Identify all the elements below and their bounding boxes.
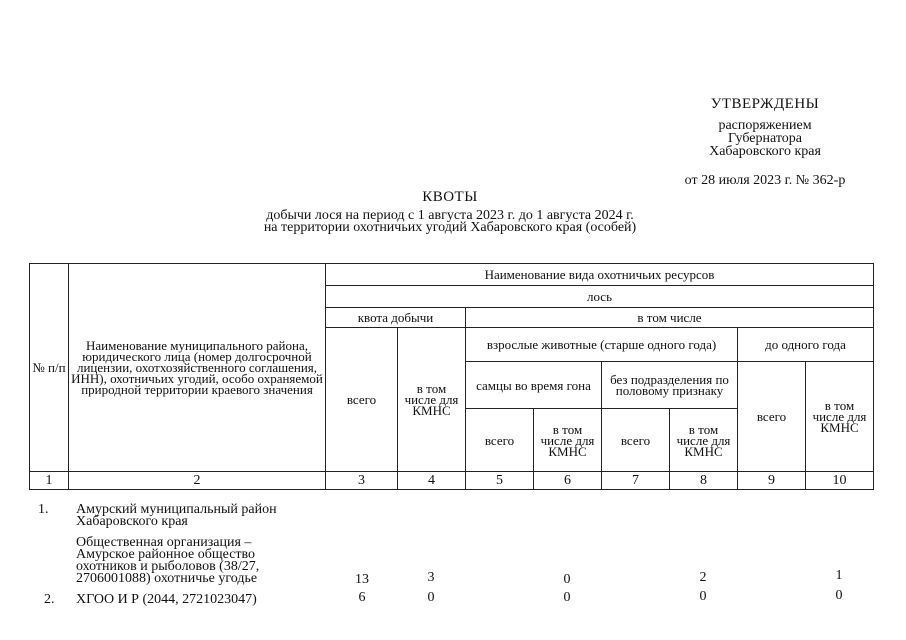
row-value-c10: 1 <box>835 568 843 583</box>
header-no-gender: без подразделения по половому признаку <box>602 362 738 409</box>
column-number: 3 <box>326 472 398 490</box>
column-number: 2 <box>69 472 326 490</box>
row-number: 1. <box>38 502 49 517</box>
header-total: всего <box>738 362 806 472</box>
header-number: № п/п <box>30 264 69 472</box>
row-value-c10: 0 <box>835 588 843 603</box>
column-number: 6 <box>534 472 602 490</box>
row-number: 2. <box>44 592 55 607</box>
approval-line: распоряжением <box>718 118 812 133</box>
approval-line: Губернатора <box>727 131 803 146</box>
header-species: лось <box>326 286 874 308</box>
document-subtitle: на территории охотничьих угодий Хабаровского края (особей) <box>263 220 637 235</box>
header-under-one: до одного года <box>738 328 874 362</box>
row-value-c8: 2 <box>699 570 707 585</box>
approval-title: УТВЕРЖДЕНЫ <box>710 96 820 112</box>
document-subtitle: добычи лося на период с 1 августа 2023 г. до 1 августа 2024 г. <box>266 208 634 223</box>
header-adults: взрослые животные (старше одного года) <box>466 328 738 362</box>
header-total: всего <box>326 328 398 472</box>
row-value-c6: 0 <box>563 572 571 587</box>
header-total: всего <box>602 409 670 472</box>
header-name: Наименование муниципального района, юридического лица (номер долгосрочной лицензии, охотхозяйственного соглашения, ИНН), охотничьих угодий, особо охраняемой природной территории краевого значения <box>69 264 326 472</box>
document-title: КВОТЫ <box>422 189 478 205</box>
header-total: всего <box>466 409 534 472</box>
row-value-c4: 0 <box>427 590 435 605</box>
row-value-c3: 13 <box>355 572 369 587</box>
row-value-c8: 0 <box>699 589 707 604</box>
row-district: Амурский муниципальный район Хабаровского края <box>76 502 277 529</box>
row-organization: Общественная организация – Амурское районное общество охотников и рыболовов (38/27, 2706001088) охотничье угодье <box>76 535 260 586</box>
column-number: 8 <box>670 472 738 490</box>
header-including: в том числе <box>466 308 874 328</box>
column-number: 4 <box>398 472 466 490</box>
column-number: 5 <box>466 472 534 490</box>
column-number: 9 <box>738 472 806 490</box>
column-number: 10 <box>806 472 874 490</box>
header-incl-kmns: в том числе для КМНС <box>806 362 874 472</box>
column-number: 7 <box>602 472 670 490</box>
column-number: 1 <box>30 472 69 490</box>
header-resource: Наименование вида охотничьих ресурсов <box>326 264 874 286</box>
header-incl-kmns: в том числе для КМНС <box>534 409 602 472</box>
row-value-c3: 6 <box>358 590 366 605</box>
approval-date: от 28 июля 2023 г. № 362-р <box>684 173 846 188</box>
header-incl-kmns: в том числе для КМНС <box>398 328 466 472</box>
approval-line: Хабаровского края <box>709 144 821 159</box>
row-value-c4: 3 <box>427 570 435 585</box>
header-incl-kmns: в том числе для КМНС <box>670 409 738 472</box>
header-quota: квота добычи <box>326 308 466 328</box>
row-organization: ХГОО И Р (2044, 2721023047) <box>76 592 257 607</box>
row-value-c6: 0 <box>563 590 571 605</box>
header-males-rut: самцы во время гона <box>466 362 602 409</box>
